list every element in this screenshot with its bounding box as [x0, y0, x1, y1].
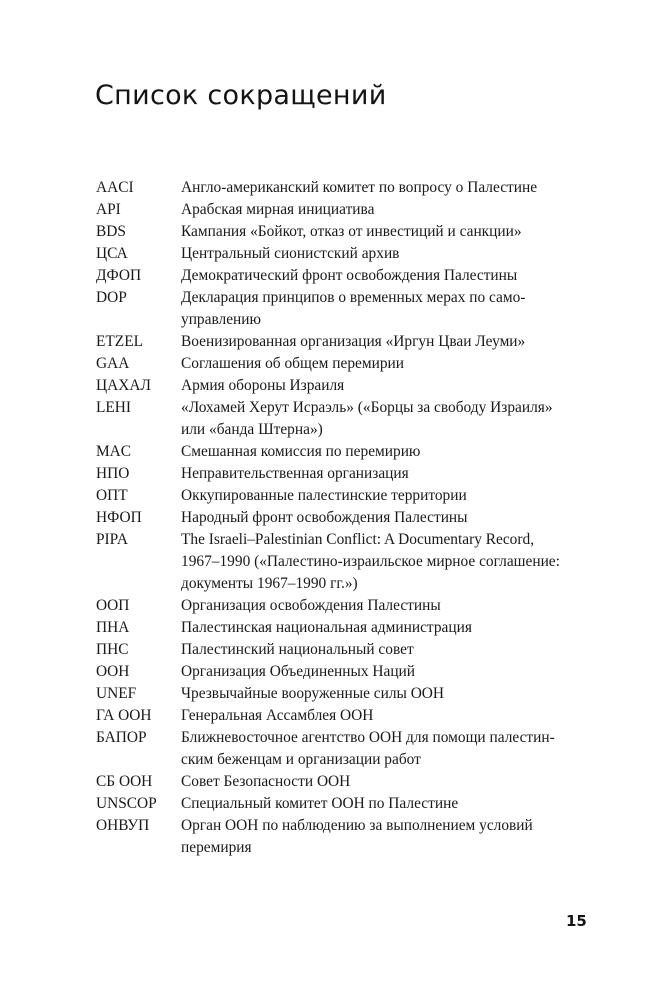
abbreviation-entry: [96, 705, 596, 727]
definition-line: Армия обороны Израиля: [181, 377, 345, 394]
abbreviation-term: СБ ООН: [96, 773, 153, 790]
abbreviation-entry: [96, 463, 596, 485]
abbreviation-entry: [96, 661, 596, 683]
definition-line: документы 1967–1990 гг.»): [181, 575, 358, 592]
abbreviation-term: DOP: [96, 289, 127, 306]
definition-line: Декларация принципов о временных мерах по само-: [181, 289, 526, 306]
abbreviation-term: БАПОР: [96, 729, 147, 746]
abbreviation-definition: [181, 243, 596, 265]
abbreviation-entry: [96, 441, 596, 463]
abbreviation-entry: [96, 727, 596, 771]
definition-line: Народный фронт освобождения Палестины: [181, 509, 468, 526]
abbreviation-entry: [96, 331, 596, 353]
definition-line: Демократический фронт освобождения Палестины: [181, 267, 518, 284]
abbreviation-definition: [181, 771, 596, 793]
definition-line: Англо-американский комитет по вопросу о Палестине: [181, 179, 538, 196]
abbreviation-definition: [181, 617, 596, 639]
abbreviation-definition: [181, 199, 596, 221]
abbreviation-definition: [181, 683, 596, 705]
abbreviation-definition: [181, 507, 596, 529]
definition-line: Центральный сионистский архив: [181, 245, 400, 262]
abbreviation-definition: [181, 529, 596, 595]
abbreviation-entry: [96, 177, 596, 199]
abbreviation-term: НФОП: [96, 509, 142, 526]
abbreviation-list: [96, 177, 596, 859]
abbreviation-term: ПНС: [96, 641, 129, 658]
abbreviation-entry: [96, 375, 596, 397]
abbreviation-definition: [181, 353, 596, 375]
abbreviation-definition: [181, 375, 596, 397]
abbreviation-term: ОПТ: [96, 487, 128, 504]
abbreviation-term: ПНА: [96, 619, 130, 636]
abbreviation-term: ГА ООН: [96, 707, 152, 724]
abbreviation-term: UNSCOP: [96, 795, 157, 812]
definition-line: Чрезвычайные вооруженные силы ООН: [181, 685, 445, 702]
abbreviation-definition: [181, 463, 596, 485]
abbreviation-entry: [96, 221, 596, 243]
abbreviation-definition: [181, 265, 596, 287]
definition-line: Соглашения об общем перемирии: [181, 355, 404, 372]
abbreviation-entry: [96, 683, 596, 705]
abbreviation-entry: [96, 199, 596, 221]
page-title: Список сокращений: [95, 80, 387, 111]
abbreviation-entry: [96, 595, 596, 617]
definition-line: Палестинская национальная администрация: [181, 619, 472, 636]
definition-line: «Лохамей Херут Исраэль» («Борцы за свободу Израиля»: [181, 399, 553, 416]
definition-line: управлению: [181, 311, 262, 328]
abbreviation-definition: [181, 221, 596, 243]
abbreviation-term: AACI: [96, 179, 134, 196]
definition-line: Кампания «Бойкот, отказ от инвестиций и санкции»: [181, 223, 522, 240]
definition-line: Организация освобождения Палестины: [181, 597, 441, 614]
abbreviation-entry: [96, 815, 596, 859]
abbreviation-definition: [181, 639, 596, 661]
definition-line: перемирия: [181, 839, 252, 856]
abbreviation-term: MAC: [96, 443, 132, 460]
definition-line: или «банда Штерна»): [181, 421, 323, 438]
abbreviation-term: LEHI: [96, 399, 132, 416]
abbreviation-entry: [96, 793, 596, 815]
abbreviation-definition: [181, 705, 596, 727]
abbreviation-term: BDS: [96, 223, 126, 240]
abbreviation-entry: [96, 771, 596, 793]
definition-line: Специальный комитет ООН по Палестине: [181, 795, 459, 812]
abbreviation-entry: [96, 485, 596, 507]
abbreviation-entry: [96, 507, 596, 529]
abbreviation-definition: [181, 793, 596, 815]
abbreviation-term: ETZEL: [96, 333, 144, 350]
definition-line: Смешанная комиссия по перемирию: [181, 443, 421, 460]
abbreviation-entry: [96, 397, 596, 441]
abbreviation-term: PIPA: [96, 531, 128, 548]
definition-line: Генеральная Ассамблея ООН: [181, 707, 374, 724]
definition-line: Неправительственная организация: [181, 465, 409, 482]
abbreviation-definition: [181, 815, 596, 859]
definition-line: Арабская мирная инициатива: [181, 201, 375, 218]
definition-line: The Israeli–Palestinian Conflict: A Documentary Record,: [181, 531, 535, 548]
abbreviation-entry: [96, 353, 596, 375]
abbreviation-term: ДФОП: [96, 267, 142, 284]
abbreviation-definition: [181, 397, 596, 441]
abbreviation-term: НПО: [96, 465, 130, 482]
abbreviation-entry: [96, 529, 596, 595]
abbreviation-definition: [181, 177, 596, 199]
abbreviation-term: API: [96, 201, 121, 218]
abbreviation-definition: [181, 331, 596, 353]
abbreviation-entry: [96, 287, 596, 331]
abbreviation-definition: [181, 727, 596, 771]
definition-line: ским беженцам и организации работ: [181, 751, 421, 768]
abbreviation-entry: [96, 617, 596, 639]
definition-line: Оккупированные палестинские территории: [181, 487, 467, 504]
abbreviation-term: ОНВУП: [96, 817, 150, 834]
definition-line: Палестинский национальный совет: [181, 641, 414, 658]
definition-line: Орган ООН по наблюдению за выполнением условий: [181, 817, 533, 834]
abbreviation-definition: [181, 441, 596, 463]
abbreviation-entry: [96, 639, 596, 661]
abbreviation-definition: [181, 485, 596, 507]
definition-line: Организация Объединенных Наций: [181, 663, 416, 680]
abbreviation-term: ЦАХАЛ: [96, 377, 151, 394]
definition-line: Военизированная организация «Иргун Цваи Леуми»: [181, 333, 526, 350]
abbreviation-term: ЦСА: [96, 245, 128, 262]
abbreviation-definition: [181, 595, 596, 617]
definition-line: Совет Безопасности ООН: [181, 773, 351, 790]
abbreviation-term: ООН: [96, 663, 130, 680]
abbreviation-entry: [96, 243, 596, 265]
abbreviation-entry: [96, 265, 596, 287]
abbreviation-term: ООП: [96, 597, 130, 614]
abbreviation-term: GAA: [96, 355, 130, 372]
abbreviation-definition: [181, 287, 596, 331]
abbreviation-term: UNEF: [96, 685, 137, 702]
definition-line: Ближневосточное агентство ООН для помощи палестин-: [181, 729, 555, 746]
abbreviation-definition: [181, 661, 596, 683]
definition-line: 1967–1990 («Палестино-израильское мирное соглашение:: [181, 553, 560, 570]
page-number: 15: [566, 912, 587, 930]
